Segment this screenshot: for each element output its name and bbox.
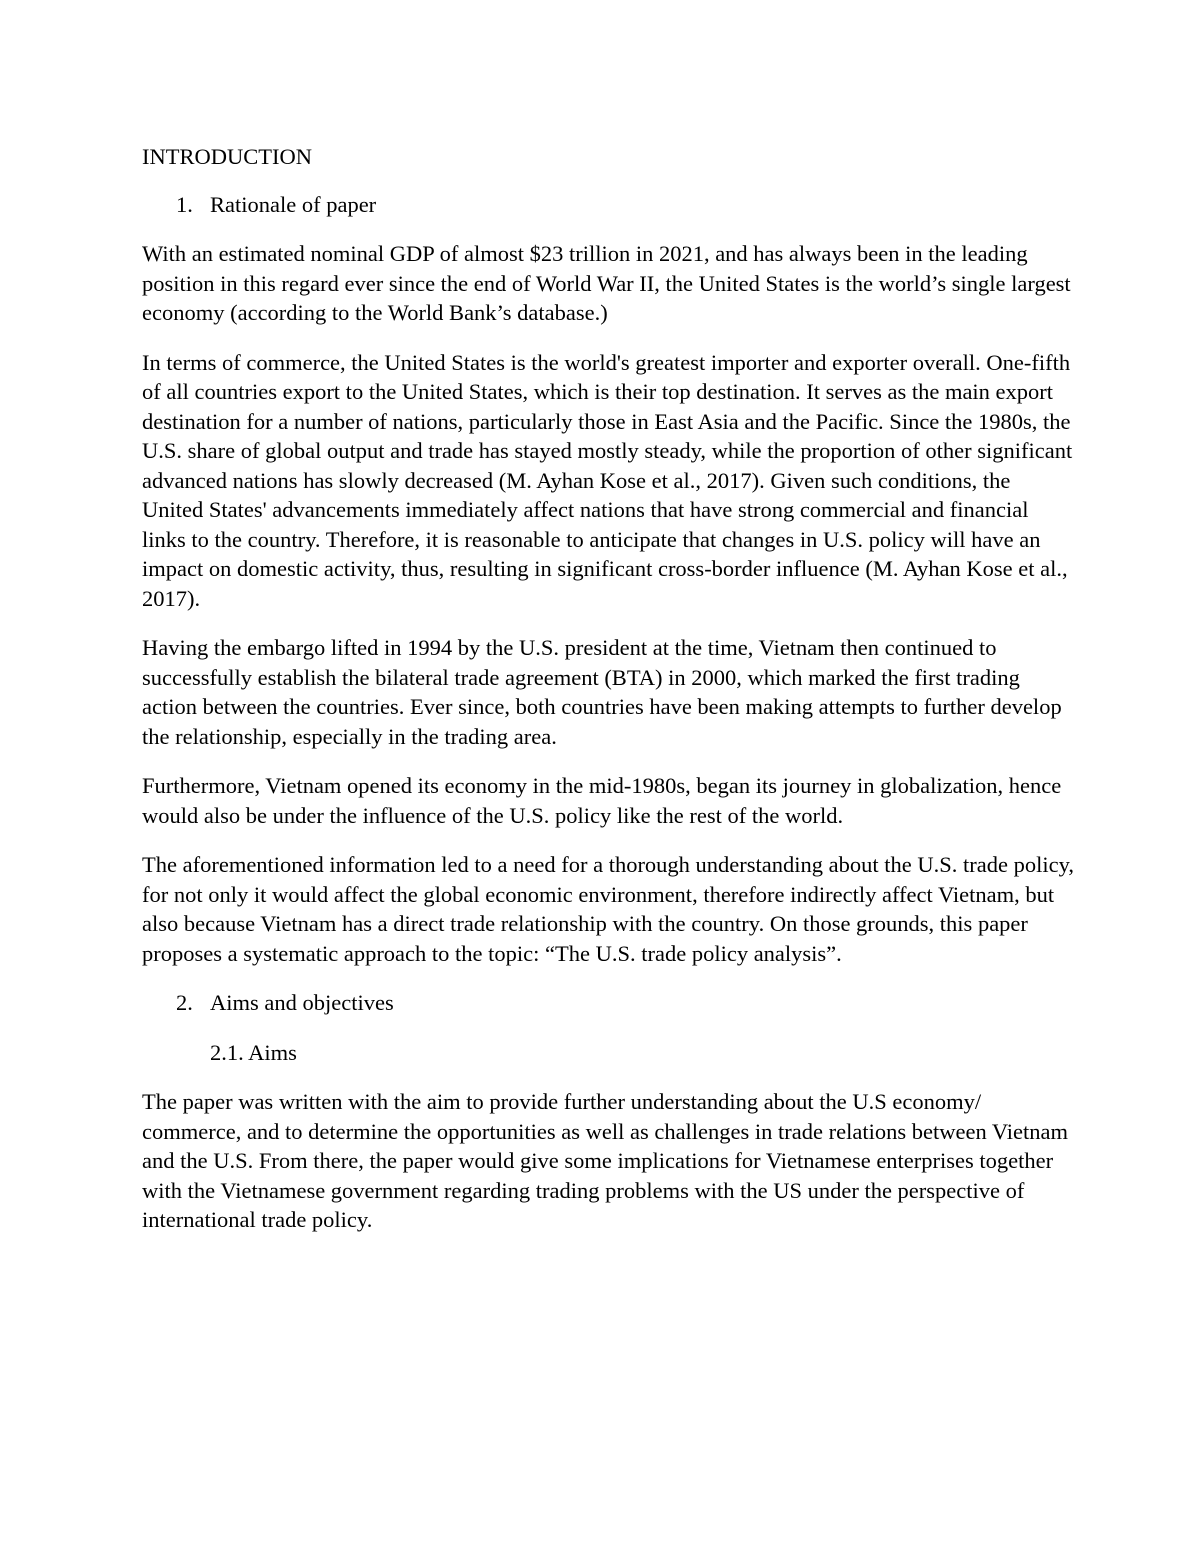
document-heading: INTRODUCTION [142, 144, 312, 169]
paragraph-embargo: Having the embargo lifted in 1994 by the U.S. president at the time, Vietnam then continued to successfully establish the bilateral trade agreement (BTA) in 2000, which marked the first trading action between the countries. Ever since, both countries have been making attempts to further develop the relationship, especially in the trading area. [142, 635, 1062, 749]
document-body [142, 142, 1077, 1255]
paragraph-commerce: In terms of commerce, the United States is the world's greatest importer and exporter overall. One-fifth of all countries export to the United States, which is their top destination. It serves as the main export destination for a number of nations, particularly those in East Asia and the Pacific. Since the 1980s, the U.S. share of global output and trade has stayed mostly steady, while the proportion of other significant advanced nations has slowly decreased (M. Ayhan Kose et al., 2017). Given such conditions, the United States' advancements immediately affect nations that have strong commercial and financial links to the country. Therefore, it is reasonable to anticipate that changes in U.S. policy will have an impact on domestic activity, thus, resulting in significant cross-border influence (M. Ayhan Kose et al., 2017). [142, 349, 1073, 611]
subsection-heading-aims: 2.1. Aims [210, 1039, 297, 1065]
paragraph-gdp: With an estimated nominal GDP of almost $23 trillion in 2021, and has always been in the leading position in this regard ever since the end of World War II, the United States is the world’s single largest economy (according to the World Bank’s database.) [142, 241, 1071, 325]
section-heading-rationale [142, 190, 1077, 220]
paragraph-globalization: Furthermore, Vietnam opened its economy in the mid-1980s, began its journey in globalization, hence would also be under the influence of the U.S. policy like the rest of the world. [142, 773, 1062, 828]
section-title: Rationale of paper [210, 191, 377, 217]
section-number: 1. [176, 191, 193, 217]
paragraph-topic: The aforementioned information led to a need for a thorough understanding about the U.S. trade policy, for not only it would affect the global economic environment, therefore indirectly affect Vietnam, but also because Vietnam has a direct trade relationship with the country. On those grounds, this paper proposes a systematic approach to the topic: “The U.S. trade policy analysis”. [142, 852, 1075, 966]
section-heading-aims-objectives [142, 988, 1077, 1018]
section-number: 2. [176, 990, 193, 1015]
section-title: Aims and objectives [210, 990, 394, 1015]
paragraph-aims: The paper was written with the aim to provide further understanding about the U.S economy/ commerce, and to determine the opportunities as well as challenges in trade relations between Vietnam and the U.S. From there, the paper would give some implications for Vietnamese enterprises together with the Vietnamese government regarding trading problems with the US under the perspective of international trade policy. [142, 1089, 1069, 1232]
